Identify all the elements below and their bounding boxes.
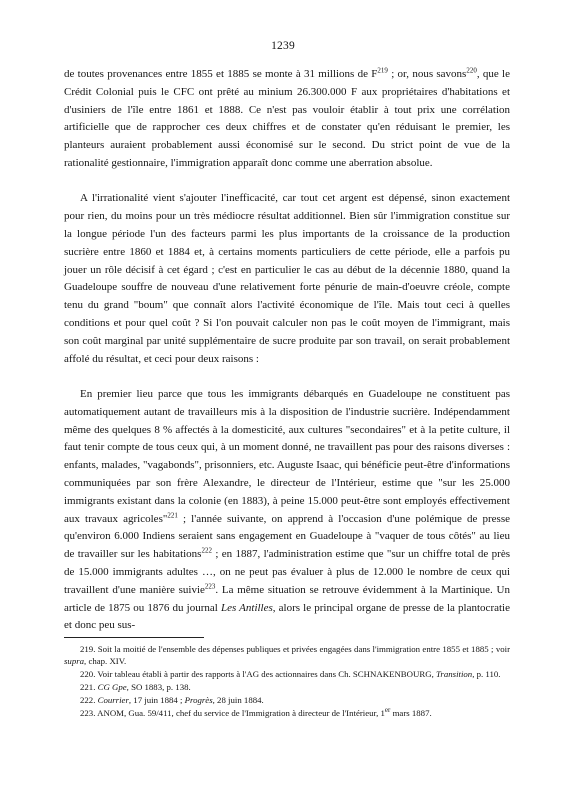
footnote-italic: Progrès (184, 695, 213, 706)
text-run: En premier lieu parce que tous les immigrants débarqués en Guadeloupe ne constituent pas automatiquement autant de travailleurs mis à la disposition de l'industrie sucrière. Indépendamment même des quelques 8 % affectés à la domesticité, aux cultures "secondaires" et à la petite culture, il faut tenir compte de tous ceux qui, à un moment donné, ne travaillent pas pour des raisons diverses : enfants, malades, "vagabonds", prisonniers, etc. Auguste Isaac, qui bénéficie peut-être d'informations communiquées par son frère Alexandre, le directeur de l'Intérieur, estime que "sur les 25.000 immigrants existant dans la colonie (en 1883), à peine 15.000 peut-être sont employés effectivement aux travaux agricoles" (64, 387, 510, 525)
text-run: ; l'année suivante, on apprend à l'occasion d'une polémique de presse qu'environ 6.000 Indiens seraient sans engagement en Guadeloupe à "vaquer de tous côtés" au lieu de travailler sur les habitations (64, 512, 511, 561)
body-text (64, 66, 510, 635)
footnote-222 (64, 694, 510, 706)
footnote-ref-223[interactable]: 223 (204, 582, 216, 591)
footnote-italic: CG Gpe (97, 682, 127, 693)
text-run: A l'irrationalité vient s'ajouter l'inefficacité, car tout cet argent est dépensé, sinon exactement pour rien, du moins pour un très médiocre résultat additionnel. Bien sûr l'immigration constitue sur la longue période l'un des facteurs parmi les plus importants de la croissance de la production sucrière entre 1860 et 1884 et, à certains moments particuliers de cette période, elle a parfois pu jouer un rôle décisif à cet égard ; c'est en particulier le cas au début de la décennie 1880, quand la Guadeloupe souffre de nouveau d'une relativement forte pénurie de main-d'oeuvre créole, compte tenu du grand "boum" que connaît alors l'activité économique de l'île. Mais tout ceci à quelles conditions et pour quel coût ? Si l'on pouvait calculer non pas le coût moyen de l'immigrant, mais son coût marginal par unité supplémentaire de sucre produite par son travail, on serait probablement affolé du résultat, et ceci pour deux raisons : (64, 192, 510, 365)
text-run: . La même situation se retrouve évidemment à la Martinique. Un article de 1875 ou 1876 du journal (64, 583, 510, 614)
footnote-ref-219[interactable]: 219 (377, 66, 388, 75)
footnote-text: , 17 juin 1884 ; (128, 695, 185, 706)
footnote-ref-222[interactable]: 222 (201, 546, 212, 555)
text-run: ; en 1887, l'administration estime que "sur un chiffre total de près de 15.000 immigrants adultes …, on ne peut pas évaluer à plus de 12.000 le nombre de ceux qui travaillent d'une manière suivie (64, 548, 510, 596)
paragraph-3 (64, 386, 510, 635)
footnote-ref-221[interactable]: 221 (167, 510, 178, 519)
paragraph-1 (64, 66, 510, 173)
footnote-text: 222. (80, 695, 98, 706)
ordinal-suffix: er (384, 706, 391, 715)
footnote-separator (64, 637, 204, 638)
page-number: 1239 (271, 40, 295, 52)
footnote-text: 219. Soit la moitié de l'ensemble des dépenses publiques et privées engagées dans l'immigration entre 1855 et 1885 ; voir (80, 644, 510, 654)
footnotes (64, 643, 510, 719)
footnote-223 (64, 707, 510, 719)
text-run: , alors le principal organe de presse de la plantocratie et donc peu sus- (64, 601, 510, 632)
footnote-219 (64, 643, 510, 668)
footnote-italic: Transition (436, 669, 473, 680)
text-run: de toutes provenances entre 1855 et 1885 se monte à 31 millions de F (64, 68, 378, 80)
footnote-220 (64, 668, 510, 680)
footnote-italic: supra (64, 656, 85, 667)
footnote-text: , chap. XIV. (84, 656, 127, 667)
footnote-221 (64, 681, 510, 693)
footnote-text: 221. (80, 682, 98, 693)
footnote-text: , SO 1883, p. 138. (126, 682, 191, 693)
journal-title: Les Antilles (220, 601, 273, 614)
footnote-text: 220. Voir tableau établi à partir des rapports à l'AG des actionnaires dans Ch. SCHNAKENBOURG, (80, 669, 437, 680)
footnote-text: mars 1887. (390, 708, 432, 719)
paragraph-2 (64, 190, 510, 368)
footnote-ref-220[interactable]: 220 (466, 66, 477, 75)
footnote-italic: Courrier (97, 695, 129, 706)
text-run: , que le Crédit Colonial puis le CFC ont prêté au minium 26.300.000 F aux propriétaires d'habitations et d'usiniers de l'île entre 1861 et 1888. Ce n'est pas vouloir établir à tout prix une corrélation artificielle que de rapprocher ces deux chiffres et de constater qu'en réduisant le premier, les planteurs auraient probablement aussi économisé sur le second. Du strict point de vue de la rationalité gestionnaire, l'immigration apparaît donc comme une aberration absolue. (64, 68, 510, 169)
footnote-text: , 28 juin 1884. (212, 695, 264, 706)
footnote-text: , p. 110. (472, 669, 501, 680)
text-run: ; or, nous savons (387, 68, 467, 80)
footnote-text: 223. ANOM, Gua. 59/411, chef du service de l'Immigration à directeur de l'Intérieur, 1 (80, 708, 385, 719)
